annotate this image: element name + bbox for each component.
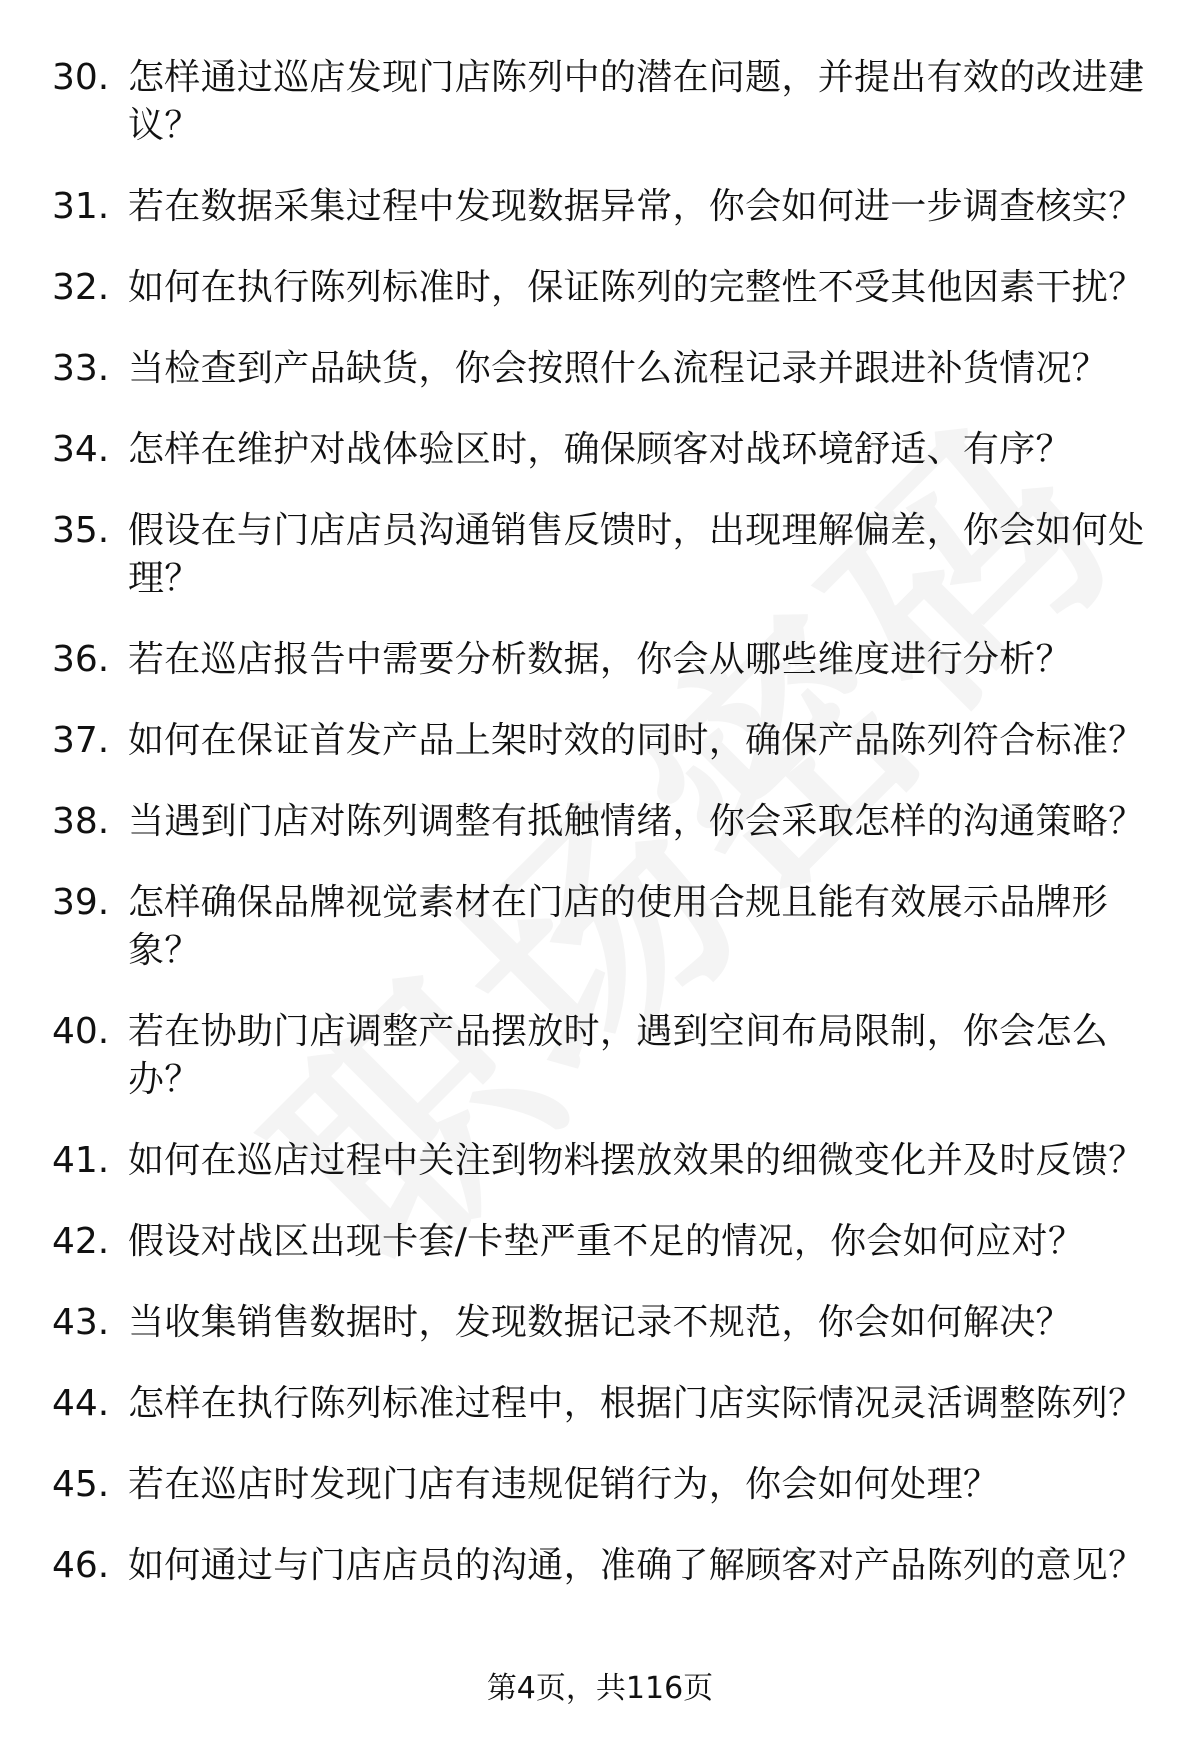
question-number: 43. [52, 1302, 110, 1343]
question-text: 怎样在执行陈列标准过程中，根据门店实际情况灵活调整陈列？ [128, 1383, 1145, 1424]
list-item [0, 717, 1200, 765]
list-item [0, 636, 1200, 684]
question-number: 42. [52, 1221, 110, 1262]
list-item [0, 1008, 1200, 1104]
question-text: 若在数据采集过程中发现数据异常，你会如何进一步调查核实？ [128, 186, 1145, 227]
question-number: 32. [52, 267, 110, 308]
question-number: 39. [52, 882, 110, 923]
list-item [0, 345, 1200, 393]
question-text: 若在巡店时发现门店有违规促销行为，你会如何处理？ [128, 1464, 1000, 1505]
list-item [0, 426, 1200, 474]
list-item [0, 1380, 1200, 1428]
question-number: 36. [52, 639, 110, 680]
question-number: 45. [52, 1464, 110, 1505]
question-text: 如何在保证首发产品上架时效的同时，确保产品陈列符合标准？ [128, 720, 1145, 761]
question-text: 若在协助门店调整产品摆放时，遇到空间布局限制，你会怎么办？ [128, 1011, 1109, 1100]
question-text: 当检查到产品缺货，你会按照什么流程记录并跟进补货情况？ [128, 348, 1109, 389]
list-item [0, 264, 1200, 312]
list-item [0, 1461, 1200, 1509]
page-footer: 第4页，共116页 [486, 1671, 714, 1706]
question-text: 假设对战区出现卡套/卡垫严重不足的情况，你会如何应对？ [128, 1221, 1085, 1262]
question-number: 35. [52, 510, 110, 551]
question-text: 怎样确保品牌视觉素材在门店的使用合规且能有效展示品牌形象？ [128, 882, 1109, 971]
question-number: 37. [52, 720, 110, 761]
question-text: 当遇到门店对陈列调整有抵触情绪，你会采取怎样的沟通策略？ [128, 801, 1145, 842]
question-text: 如何在巡店过程中关注到物料摆放效果的细微变化并及时反馈？ [128, 1140, 1145, 1181]
question-text: 怎样在维护对战体验区时，确保顾客对战环境舒适、有序？ [128, 429, 1072, 470]
question-text: 假设在与门店店员沟通销售反馈时，出现理解偏差，你会如何处理？ [128, 510, 1145, 599]
list-item [0, 1218, 1200, 1266]
question-number: 40. [52, 1011, 110, 1052]
question-text: 如何在执行陈列标准时，保证陈列的完整性不受其他因素干扰？ [128, 267, 1145, 308]
list-item [0, 54, 1200, 150]
question-number: 31. [52, 186, 110, 227]
question-list [0, 54, 1200, 1623]
question-text: 如何通过与门店店员的沟通，准确了解顾客对产品陈列的意见？ [128, 1545, 1145, 1586]
question-number: 38. [52, 801, 110, 842]
list-item [0, 1299, 1200, 1347]
list-item [0, 1137, 1200, 1185]
question-text: 若在巡店报告中需要分析数据，你会从哪些维度进行分析？ [128, 639, 1072, 680]
question-number: 46. [52, 1545, 110, 1586]
question-number: 41. [52, 1140, 110, 1181]
question-number: 44. [52, 1383, 110, 1424]
question-number: 34. [52, 429, 110, 470]
list-item [0, 507, 1200, 603]
list-item [0, 879, 1200, 975]
question-text: 当收集销售数据时，发现数据记录不规范，你会如何解决？ [128, 1302, 1072, 1343]
list-item [0, 798, 1200, 846]
question-text: 怎样通过巡店发现门店陈列中的潜在问题，并提出有效的改进建议？ [128, 57, 1145, 146]
list-item [0, 183, 1200, 231]
question-number: 30. [52, 57, 110, 98]
question-number: 33. [52, 348, 110, 389]
list-item [0, 1542, 1200, 1590]
